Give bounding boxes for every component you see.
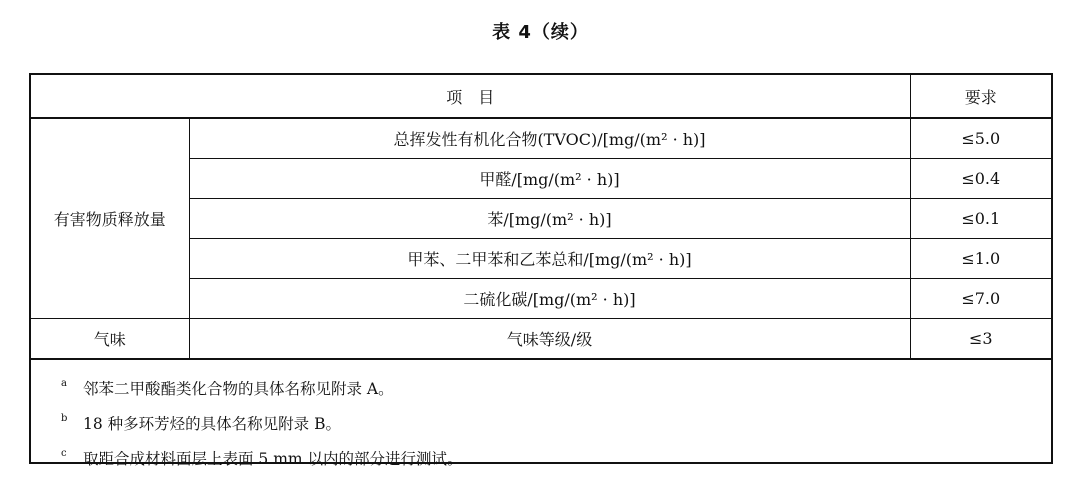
row-item-benzene: 苯/[mg/(m² · h)]: [189, 199, 910, 239]
note-text-a: 邻苯二甲酸酯类化合物的具体名称见附录 A。: [83, 380, 394, 398]
note-mark-b: b: [61, 413, 68, 424]
header-requirement: 要求: [910, 75, 1051, 118]
row-requirement-formaldehyde: ≤0.4: [910, 159, 1051, 199]
requirements-table-frame: [29, 73, 1053, 468]
table-header-row: [31, 75, 1051, 118]
note-b: [61, 407, 1051, 442]
note-mark-c: c: [61, 448, 67, 459]
row-item-toluene-xylene-ethylbenzene: 甲苯、二甲苯和乙苯总和/[mg/(m² · h)]: [189, 239, 910, 279]
row-item-tvoc: 总挥发性有机化合物(TVOC)/[mg/(m² · h)]: [189, 118, 910, 159]
note-a: [61, 372, 1051, 407]
note-text-b: 18 种多环芳烃的具体名称见附录 B。: [83, 415, 341, 433]
requirements-table: [31, 75, 1051, 360]
row-item-carbon-disulfide: 二硫化碳/[mg/(m² · h)]: [189, 279, 910, 319]
table-row: [31, 118, 1051, 159]
row-item-formaldehyde: 甲醛/[mg/(m² · h)]: [189, 159, 910, 199]
row-requirement-carbon-disulfide: ≤7.0: [910, 279, 1051, 319]
table-row-odor: [31, 319, 1051, 360]
category-odor: 气味: [31, 319, 189, 360]
note-text-c: 取距合成材料面层上表面 5 mm 以内的部分进行测试。: [83, 450, 463, 468]
row-item-odor-grade: 气味等级/级: [189, 319, 910, 360]
header-item: 项 目: [31, 75, 910, 118]
row-requirement-tvoc: ≤5.0: [910, 118, 1051, 159]
row-requirement-toluene-xylene-ethylbenzene: ≤1.0: [910, 239, 1051, 279]
note-c: [61, 442, 1051, 477]
row-requirement-benzene: ≤0.1: [910, 199, 1051, 239]
note-mark-a: a: [61, 378, 67, 389]
category-harmful-substances: 有害物质释放量: [31, 118, 189, 319]
row-requirement-odor-grade: ≤3: [910, 319, 1051, 360]
table-title: 表 4（续）: [492, 22, 589, 43]
table-notes: [31, 360, 1051, 477]
